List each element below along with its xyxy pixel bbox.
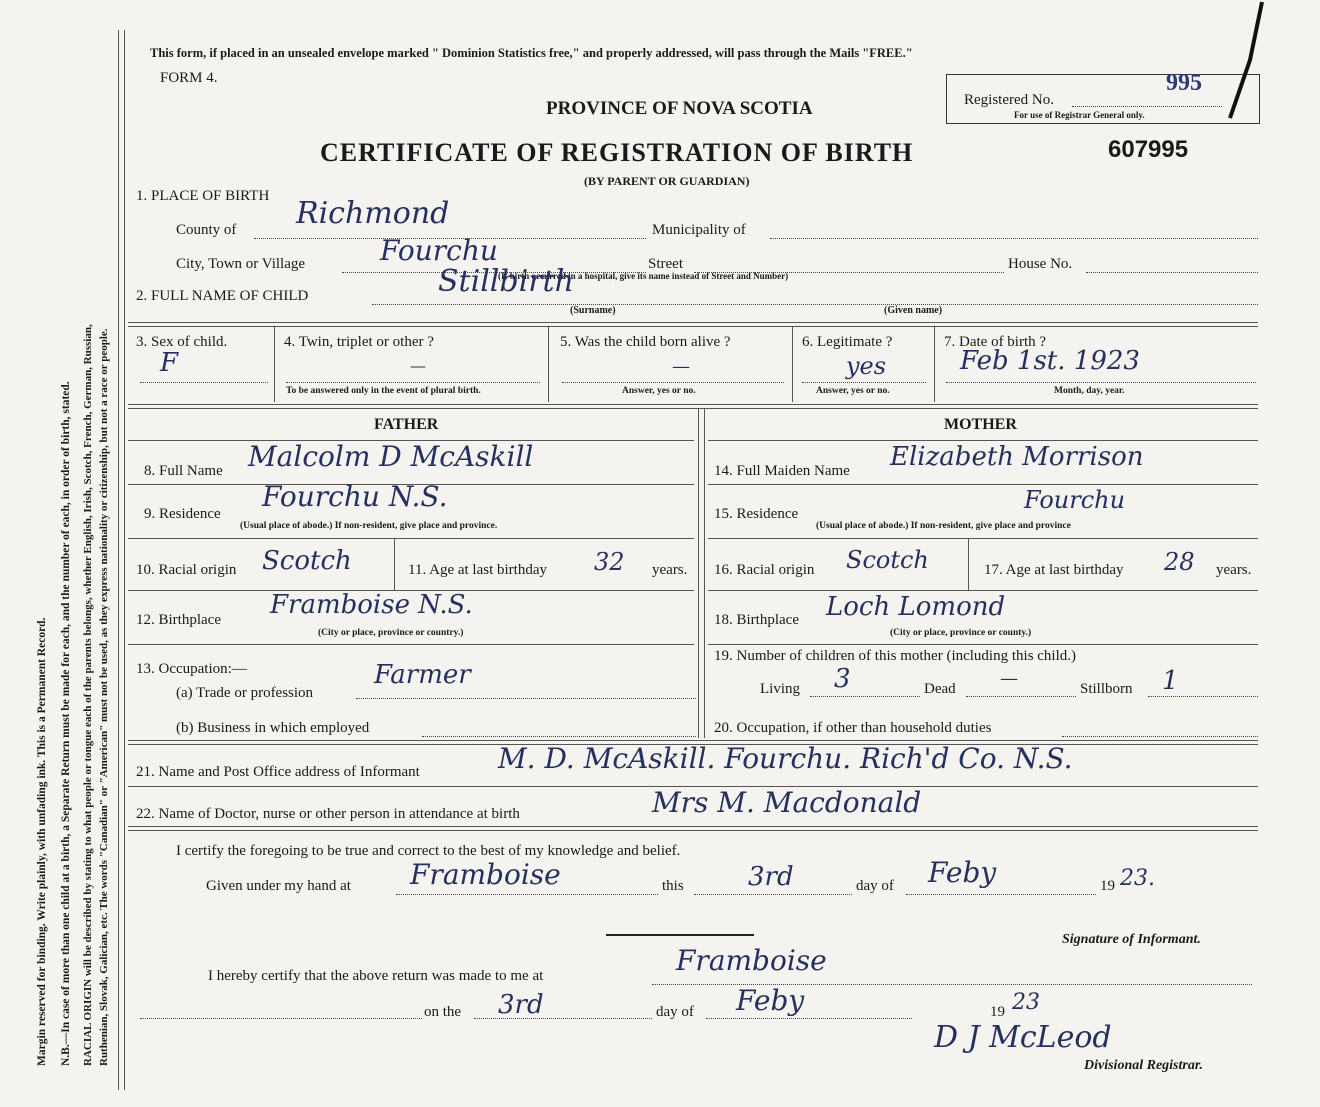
given-label: Given under my hand at [206, 878, 351, 894]
city-value: Fourchu [380, 234, 498, 267]
living-label: Living [760, 681, 800, 697]
reg-month-line [706, 1018, 912, 1019]
legitimate-value: yes [846, 352, 887, 380]
mother-rule-2 [708, 484, 1258, 485]
child-name-line [372, 304, 1258, 305]
surname-note: (Surname) [570, 305, 616, 316]
province-heading: PROVINCE OF NOVA SCOTIA [546, 98, 813, 119]
father-years: years. [652, 562, 688, 578]
given-note: (Given name) [884, 305, 943, 316]
mother-occupation-line [1062, 736, 1258, 737]
mother-residence-value: Fourchu [1024, 486, 1126, 514]
city-label: City, Town or Village [176, 256, 306, 272]
given-day-line [694, 894, 852, 895]
attendant-value: Mrs M. Macdonald [652, 786, 922, 819]
municipality-label: Municipality of [652, 222, 746, 238]
margin-note-2: N.B.—In case of more than one child at a birth, a Separate Return must be made for each, and the number of each, in order of birth, stated. [60, 381, 72, 1066]
mother-occupation-label: 20. Occupation, if other than household duties [714, 720, 992, 736]
father-age-label: 11. Age at last birthday [408, 562, 547, 578]
mother-rule-3 [708, 538, 1258, 539]
margin-note-4: Ruthenian, Slovak, Galician, etc. The words "Canadian" or "American" must not be used, as they express nationality or citizenship, but not a race or people. [98, 328, 110, 1066]
place-heading: 1. PLACE OF BIRTH [136, 188, 270, 204]
mother-race-label: 16. Racial origin [714, 562, 815, 578]
reg-year-prefix: 19 [990, 1004, 1005, 1020]
attendant-label: 22. Name of Doctor, nurse or other person in attendance at birth [136, 806, 520, 822]
dob-label: 7. Date of birth ? [944, 334, 1047, 350]
registrar-label: Divisional Registrar. [1084, 1058, 1204, 1073]
reg-day-of-label: day of [656, 1004, 694, 1020]
living-line [810, 696, 920, 697]
reg-year: 23 [1012, 990, 1040, 1015]
county-value: Richmond [296, 196, 450, 231]
rule-cert [128, 826, 1258, 827]
rule-informant [128, 740, 1258, 741]
given-place-line [396, 894, 658, 895]
reg-leading-line [140, 1018, 422, 1019]
father-birthplace-note: (City or place, province or country.) [318, 628, 464, 638]
father-age-value: 32 [594, 548, 625, 576]
mother-residence-note: (Usual place of abode.) If non-resident, give place and province [816, 521, 1071, 531]
reg-day: 3rd [498, 990, 544, 1020]
informant-signature-label: Signature of Informant. [1062, 932, 1201, 947]
rule-cert-2 [128, 830, 1258, 831]
mother-age-value: 28 [1164, 548, 1195, 576]
stillborn-label: Stillborn [1080, 681, 1133, 697]
father-residence-value: Fourchu N.S. [262, 480, 448, 513]
year-prefix: 19 [1100, 878, 1115, 894]
given-month-line [906, 894, 1096, 895]
hospital-note: (If birth occurred in a hospital, give its name instead of Street and Number) [498, 271, 789, 281]
legitimate-line [802, 382, 926, 383]
alive-label: 5. Was the child born alive ? [560, 334, 731, 350]
alive-value: — [672, 356, 690, 377]
rule-parents [128, 404, 1258, 405]
father-trade-line [356, 698, 696, 699]
divider-5 [792, 326, 793, 402]
dob-value: Feb 1st. 1923 [960, 346, 1140, 376]
mother-birthplace-note: (City or place, province or county.) [890, 628, 1032, 638]
divider-6 [934, 326, 935, 402]
sex-line [140, 382, 268, 383]
mother-birthplace-value: Loch Lomond [826, 592, 1006, 622]
mother-years: years. [1216, 562, 1252, 578]
father-trade-label: (a) Trade or profession [176, 685, 314, 701]
registered-line [1072, 106, 1222, 107]
father-birthplace-value: Framboise N.S. [270, 590, 473, 620]
divider-4 [548, 326, 549, 402]
informant-label: 21. Name and Post Office address of Informant [136, 764, 420, 780]
house-line [1086, 272, 1258, 273]
father-race-value: Scotch [262, 546, 352, 576]
mother-rule-1 [708, 440, 1258, 441]
divider-3 [274, 326, 275, 402]
living-value: 3 [834, 664, 851, 694]
on-the-label: on the [424, 1004, 462, 1020]
given-place: Framboise [410, 858, 561, 891]
day-of-label: day of [856, 878, 894, 894]
father-name-value: Malcolm D McAskill [248, 440, 534, 473]
hereby-label: I hereby certify that the above return was made to me at [208, 968, 544, 984]
father-race-divider [394, 538, 395, 590]
dead-value: — [1000, 668, 1018, 689]
mother-race-value: Scotch [846, 546, 929, 574]
child-name-label: 2. FULL NAME OF CHILD [136, 288, 309, 304]
mother-birthplace-label: 18. Birthplace [714, 612, 799, 628]
father-business-line [422, 736, 696, 737]
registered-label: Registered No. [964, 92, 1054, 108]
sex-label: 3. Sex of child. [136, 334, 228, 350]
mail-notice: This form, if placed in an unsealed envelope marked " Dominion Statistics free," and properly addressed, will pass through the Mails "FREE." [150, 46, 913, 60]
registrar-signature: D J McLeod [934, 1020, 1112, 1055]
reg-month: Feby [736, 984, 805, 1017]
rule-parents-2 [128, 408, 1258, 409]
alive-note: Answer, yes or no. [622, 386, 696, 396]
sex-value: F [160, 348, 179, 378]
house-label: House No. [1008, 256, 1073, 272]
father-residence-label: 9. Residence [144, 506, 221, 522]
informant-signature-line [606, 934, 754, 936]
mother-heading: MOTHER [944, 416, 1017, 433]
mother-residence-label: 15. Residence [714, 506, 799, 522]
county-label: County of [176, 222, 237, 238]
father-trade-value: Farmer [374, 660, 471, 690]
municipality-line [770, 238, 1258, 239]
father-rule-3 [128, 538, 694, 539]
dob-line [946, 382, 1256, 383]
stillborn-line [1148, 696, 1258, 697]
father-occupation-label: 13. Occupation:— [136, 661, 247, 677]
page-subtitle: (BY PARENT OR GUARDIAN) [584, 174, 750, 188]
parents-divider [698, 408, 699, 738]
serial-number: 607995 [1108, 136, 1189, 163]
mother-race-divider [968, 538, 969, 590]
registrar-note: For use of Registrar General only. [1014, 110, 1145, 120]
margin-rule-2 [124, 30, 125, 1090]
margin-rule [118, 30, 119, 1090]
father-rule-5 [128, 644, 694, 645]
father-business-label: (b) Business in which employed [176, 720, 370, 736]
mother-rule-4 [708, 590, 1258, 591]
mother-children-label: 19. Number of children of this mother (including this child.) [714, 648, 1077, 664]
father-race-label: 10. Racial origin [136, 562, 237, 578]
this-label: this [662, 878, 684, 894]
father-residence-note: (Usual place of abode.) If non-resident, give place and province. [240, 521, 498, 531]
given-day: 3rd [748, 862, 794, 892]
given-year: 23. [1120, 866, 1155, 891]
margin-note-3: RACIAL ORIGIN will be described by stating to what people or tongue each of the parents belongs, whether English, Irish, Scotch, French, German, Russian, [82, 324, 94, 1066]
cert-statement: I certify the foregoing to be true and correct to the best of my knowledge and belief. [176, 843, 681, 859]
twin-line [286, 382, 540, 383]
given-month: Feby [928, 856, 997, 889]
street-label: Street [648, 256, 683, 272]
rule-top-grid [128, 322, 1258, 323]
parents-divider-2 [704, 408, 705, 738]
mother-age-label: 17. Age at last birthday [984, 562, 1124, 578]
father-heading: FATHER [374, 416, 439, 433]
check-mark [1220, 0, 1270, 120]
registered-number: 995 [1166, 70, 1202, 96]
stillborn-value: 1 [1162, 666, 1179, 696]
informant-value: M. D. McAskill. Fourchu. Rich'd Co. N.S. [498, 742, 1073, 775]
mother-rule-5 [708, 644, 1258, 645]
mother-name-label: 14. Full Maiden Name [714, 463, 850, 479]
dob-note: Month, day, year. [1054, 386, 1125, 396]
form-number: FORM 4. [160, 70, 218, 86]
twin-value: — [410, 356, 426, 375]
father-birthplace-label: 12. Birthplace [136, 612, 221, 628]
alive-line [562, 382, 784, 383]
page-title: CERTIFICATE OF REGISTRATION OF BIRTH [320, 138, 914, 167]
father-name-label: 8. Full Name [144, 463, 223, 479]
dead-label: Dead [924, 681, 956, 697]
legitimate-note: Answer, yes or no. [816, 386, 890, 396]
reg-place: Framboise [676, 944, 827, 977]
rule-top-grid-2 [128, 326, 1258, 327]
twin-note: To be answered only in the event of plural birth. [286, 386, 481, 396]
legitimate-label: 6. Legitimate ? [802, 334, 893, 350]
dead-line [966, 696, 1076, 697]
mother-name-value: Elizabeth Morrison [890, 442, 1144, 472]
twin-label: 4. Twin, triplet or other ? [284, 334, 434, 350]
child-name-value: Stillbirth [438, 264, 574, 299]
margin-note-1: Margin reserved for binding. Write plainly, with unfading ink. This is a Permanent Record. [36, 617, 48, 1066]
